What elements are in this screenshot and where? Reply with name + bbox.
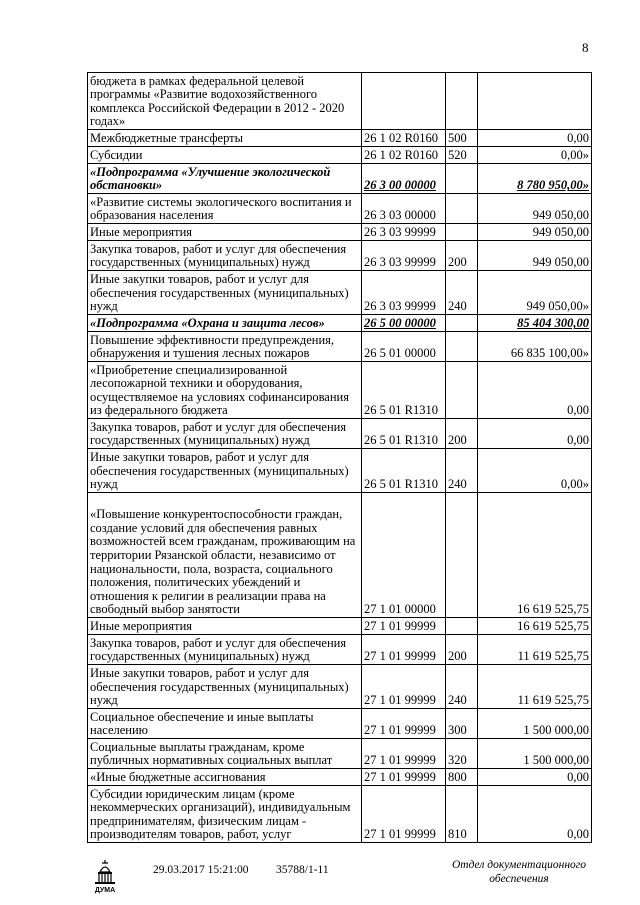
row-code: 26 5 01 00000 <box>362 332 446 362</box>
row-vr: 200 <box>446 241 478 271</box>
row-code: 26 3 03 99999 <box>362 241 446 271</box>
row-code: 26 1 02 R0160 <box>362 130 446 147</box>
row-name: Иные мероприятия <box>88 618 362 635</box>
row-name: «Повышение конкурентоспособности граждан, создание условий для обеспечения равных возможностей всем гражданам, проживающим на территории Рязанской области, независимо от национальности, пола, возраста, социального положения, политических убеждений и отношения к религии в реализации права на свободный выбор занятости <box>88 493 362 618</box>
row-amount: 1 500 000,00 <box>478 709 592 739</box>
row-vr: 300 <box>446 709 478 739</box>
row-vr <box>446 618 478 635</box>
row-vr <box>446 315 478 332</box>
row-code: 27 1 01 99999 <box>362 739 446 769</box>
table-row <box>88 709 592 739</box>
page-number: 8 <box>582 40 589 55</box>
row-amount: 0,00 <box>478 769 592 786</box>
row-name: Социальные выплаты гражданам, кроме публичных нормативных социальных выплат <box>88 739 362 769</box>
row-code: 26 5 01 R1310 <box>362 449 446 493</box>
table-row <box>88 194 592 224</box>
row-amount: 949 050,00 <box>478 241 592 271</box>
row-code: 27 1 01 99999 <box>362 786 446 843</box>
row-amount: 66 835 100,00» <box>478 332 592 362</box>
row-code: 26 5 00 00000 <box>362 315 446 332</box>
table-row <box>88 665 592 709</box>
row-name: «Подпрограмма «Улучшение экологической обстановки» <box>88 164 362 194</box>
row-vr: 240 <box>446 665 478 709</box>
row-vr: 500 <box>446 130 478 147</box>
row-amount: 11 619 525,75 <box>478 635 592 665</box>
row-vr: 200 <box>446 635 478 665</box>
row-name: Иные закупки товаров, работ и услуг для обеспечения государственных (муниципальных) нужд <box>88 665 362 709</box>
row-name: Иные закупки товаров, работ и услуг для обеспечения государственных (муниципальных) нужд <box>88 271 362 315</box>
row-amount: 0,00 <box>478 786 592 843</box>
page-footer <box>0 858 640 898</box>
table-row <box>88 493 592 618</box>
row-amount <box>478 73 592 130</box>
table-row <box>88 224 592 241</box>
row-amount: 85 404 300,00 <box>478 315 592 332</box>
row-vr <box>446 224 478 241</box>
row-name: Иные мероприятия <box>88 224 362 241</box>
row-name: «Приобретение специализированной лесопожарной техники и оборудования, осуществляемое на условиях софинансирования из федерального бюджета <box>88 362 362 419</box>
table-row <box>88 147 592 164</box>
row-amount: 949 050,00 <box>478 194 592 224</box>
row-vr <box>446 164 478 194</box>
row-name: «Развитие системы экологического воспитания и образования населения <box>88 194 362 224</box>
row-code: 26 1 02 R0160 <box>362 147 446 164</box>
row-code: 26 3 03 99999 <box>362 224 446 241</box>
table-row <box>88 362 592 419</box>
row-code: 26 3 03 00000 <box>362 194 446 224</box>
table-row <box>88 332 592 362</box>
row-vr: 200 <box>446 419 478 449</box>
row-name: Закупка товаров, работ и услуг для обеспечения государственных (муниципальных) нужд <box>88 635 362 665</box>
budget-table-body <box>88 73 592 843</box>
row-name: «Подпрограмма «Охрана и защита лесов» <box>88 315 362 332</box>
row-vr: 520 <box>446 147 478 164</box>
row-vr <box>446 493 478 618</box>
row-amount: 16 619 525,75 <box>478 493 592 618</box>
row-code: 27 1 01 99999 <box>362 618 446 635</box>
row-code: 26 5 01 R1310 <box>362 362 446 419</box>
row-amount: 0,00» <box>478 147 592 164</box>
row-vr: 810 <box>446 786 478 843</box>
row-amount: 16 619 525,75 <box>478 618 592 635</box>
row-name: Иные закупки товаров, работ и услуг для обеспечения государственных (муниципальных) нужд <box>88 449 362 493</box>
footer-department: Отдел документационного обеспечения <box>451 859 587 885</box>
duma-logo-icon <box>92 858 118 894</box>
table-row <box>88 786 592 843</box>
row-amount: 949 050,00» <box>478 271 592 315</box>
row-vr: 800 <box>446 769 478 786</box>
table-row <box>88 271 592 315</box>
row-vr <box>446 73 478 130</box>
row-vr: 320 <box>446 739 478 769</box>
table-row <box>88 241 592 271</box>
row-vr <box>446 194 478 224</box>
row-code: 27 1 01 99999 <box>362 709 446 739</box>
table-row <box>88 164 592 194</box>
row-name: Повышение эффективности предупреждения, обнаружения и тушения лесных пожаров <box>88 332 362 362</box>
row-name: Субсидии юридическим лицам (кроме некоммерческих организаций), индивидуальным предпринимателям, физическим лицам - производителям товаров, работ, услуг <box>88 786 362 843</box>
footer-date: 29.03.2017 15:21:00 <box>153 864 249 876</box>
row-amount: 0,00 <box>478 419 592 449</box>
row-code <box>362 73 446 130</box>
table-row <box>88 739 592 769</box>
row-vr <box>446 362 478 419</box>
row-code: 26 3 00 00000 <box>362 164 446 194</box>
footer-doc-number: 35788/1-11 <box>276 864 329 876</box>
table-row <box>88 618 592 635</box>
row-vr <box>446 332 478 362</box>
row-name: «Иные бюджетные ассигнования <box>88 769 362 786</box>
svg-text:ДУМА: ДУМА <box>94 887 116 894</box>
row-code: 27 1 01 99999 <box>362 769 446 786</box>
row-amount: 8 780 950,00» <box>478 164 592 194</box>
row-amount: 949 050,00 <box>478 224 592 241</box>
row-vr: 240 <box>446 449 478 493</box>
row-code: 27 1 01 99999 <box>362 635 446 665</box>
row-name: Закупка товаров, работ и услуг для обеспечения государственных (муниципальных) нужд <box>88 241 362 271</box>
row-amount: 0,00 <box>478 362 592 419</box>
row-name: Субсидии <box>88 147 362 164</box>
row-amount: 1 500 000,00 <box>478 739 592 769</box>
row-code: 26 3 03 99999 <box>362 271 446 315</box>
table-row <box>88 315 592 332</box>
table-row <box>88 419 592 449</box>
table-row <box>88 449 592 493</box>
row-vr: 240 <box>446 271 478 315</box>
table-row <box>88 73 592 130</box>
row-amount: 0,00 <box>478 130 592 147</box>
row-code: 27 1 01 99999 <box>362 665 446 709</box>
row-name: Закупка товаров, работ и услуг для обеспечения государственных (муниципальных) нужд <box>88 419 362 449</box>
row-code: 27 1 01 00000 <box>362 493 446 618</box>
table-row <box>88 635 592 665</box>
row-name: бюджета в рамках федеральной целевой программы «Развитие водохозяйственного комплекса Российской Федерации в 2012 - 2020 годах» <box>88 73 362 130</box>
row-code: 26 5 01 R1310 <box>362 419 446 449</box>
row-name: Межбюджетные трансферты <box>88 130 362 147</box>
table-row <box>88 130 592 147</box>
row-amount: 11 619 525,75 <box>478 665 592 709</box>
table-row <box>88 769 592 786</box>
row-amount: 0,00» <box>478 449 592 493</box>
row-name: Социальное обеспечение и иные выплаты населению <box>88 709 362 739</box>
budget-table <box>87 72 592 843</box>
